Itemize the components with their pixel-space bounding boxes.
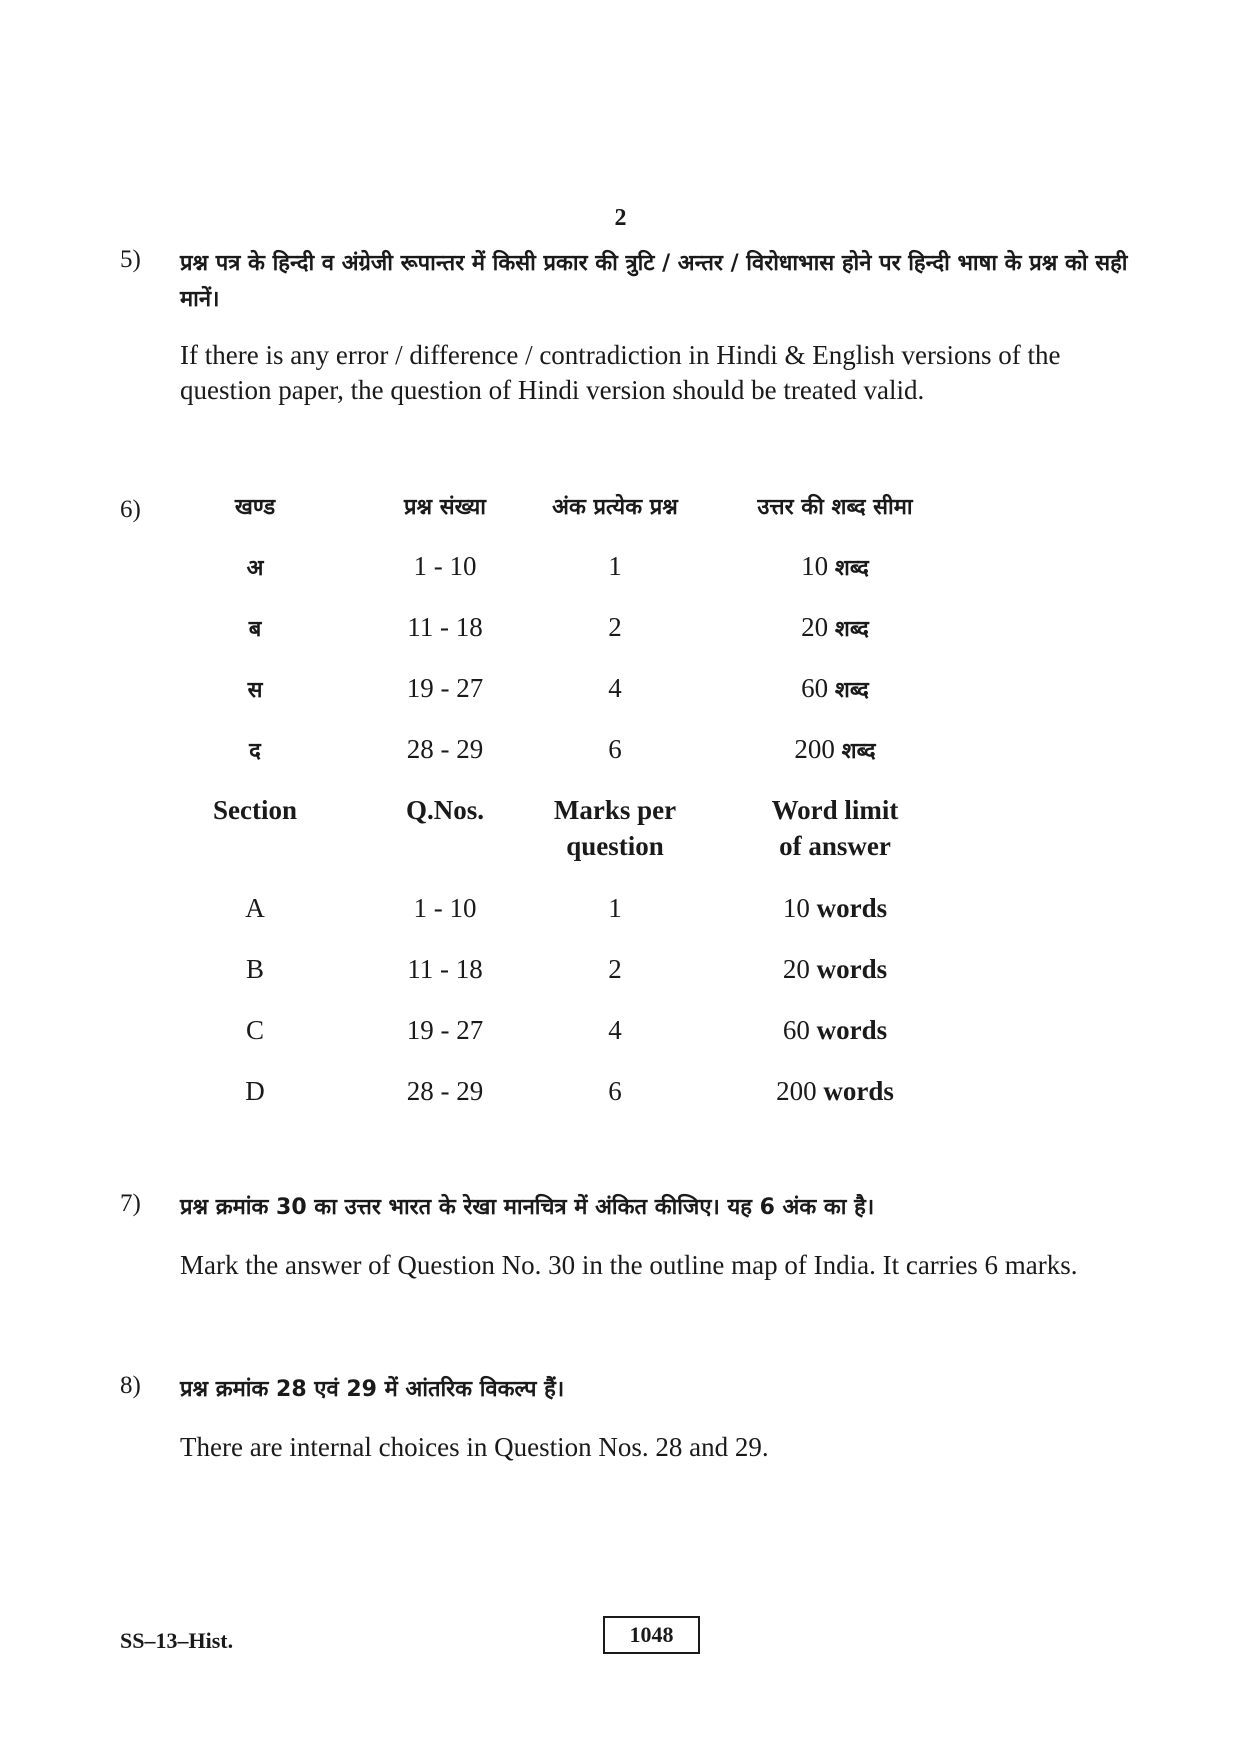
english-row-marks: [510, 951, 720, 987]
qnos-value: 28 - 29: [406, 1076, 484, 1106]
limit-unit: words: [816, 1015, 888, 1045]
english-row-section: [180, 890, 330, 926]
section-label: अ: [246, 556, 264, 581]
section-label: ब: [248, 617, 262, 642]
english-row-section: [180, 1073, 330, 1109]
limit-unit: words: [816, 893, 888, 923]
hindi-row-section: [180, 670, 330, 709]
hindi-row-section: [180, 609, 330, 648]
limit-number: 10: [801, 551, 829, 581]
limit-number: 20: [801, 612, 829, 642]
header-label: खण्ड: [234, 495, 276, 520]
limit-number: 200: [776, 1076, 817, 1106]
english-row-limit: [710, 890, 960, 926]
english-text: There are internal choices in Question Nos. 28 and 29.: [180, 1432, 769, 1462]
limit-number: 10: [782, 893, 810, 923]
qnos-value: 28 - 29: [406, 734, 484, 764]
qnos-value: 19 - 27: [406, 1015, 484, 1045]
header-label: Section: [213, 795, 297, 825]
hindi-text: प्रश्न पत्र के हिन्दी व अंग्रेजी रूपान्तर में किसी प्रकार की त्रुटि / अन्तर / विरोधाभास होने पर हिन्दी भाषा के प्रश्न को सही मानें।: [180, 251, 1128, 312]
item-number: 6): [120, 496, 141, 523]
item-number: 7): [120, 1190, 141, 1217]
limit-unit: शब्द: [841, 739, 876, 764]
section-label: B: [245, 954, 264, 984]
limit-unit: words: [816, 954, 888, 984]
english-text: Mark the answer of Question No. 30 in the outline map of India. It carries 6 marks.: [180, 1250, 1078, 1280]
english-header-marks: [510, 792, 720, 864]
hindi-text: प्रश्न क्रमांक 28 एवं 29 में आंतरिक विकल्प हैं।: [180, 1377, 565, 1402]
page-code-box: 1048: [603, 1616, 700, 1654]
limit-unit: words: [823, 1076, 894, 1106]
section-label: A: [245, 893, 265, 923]
hindi-row-marks: [510, 731, 720, 767]
english-row-limit: [710, 1012, 960, 1048]
english-row-marks: [510, 890, 720, 926]
marks-value: 2: [608, 954, 622, 984]
qnos-value: 1 - 10: [413, 893, 477, 923]
english-row-limit: [710, 1073, 960, 1109]
hindi-row-marks: [510, 548, 720, 584]
qnos-value: 1 - 10: [413, 551, 477, 581]
paper-code: SS–13–Hist.: [120, 1628, 234, 1653]
section-label: C: [245, 1015, 264, 1045]
qnos-value: 11 - 18: [407, 612, 483, 642]
header-label: of answer: [779, 831, 891, 861]
english-header-limit: [710, 792, 960, 864]
limit-unit: शब्द: [834, 617, 869, 642]
marks-value: 4: [608, 673, 622, 703]
english-row-limit: [710, 951, 960, 987]
hindi-row-limit: [710, 731, 960, 770]
qnos-value: 11 - 18: [407, 954, 483, 984]
header-label: अंक प्रत्येक प्रश्न: [552, 495, 678, 520]
marks-value: 1: [608, 893, 622, 923]
hindi-header-limit: [710, 490, 960, 526]
section-label: स: [247, 678, 263, 703]
hindi-row-limit: [710, 609, 960, 648]
english-text: If there is any error / difference / contradiction in Hindi & English versions of the question paper, the question of Hindi version should be treated valid.: [180, 340, 1061, 405]
limit-number: 20: [782, 954, 810, 984]
marks-value: 6: [608, 734, 622, 764]
english-row-marks: [510, 1073, 720, 1109]
header-label: Marks per: [553, 795, 677, 825]
hindi-row-limit: [710, 548, 960, 587]
limit-number: 60: [801, 673, 829, 703]
marks-value: 6: [608, 1076, 622, 1106]
hindi-row-section: [180, 548, 330, 587]
english-row-section: [180, 951, 330, 987]
hindi-header-marks: [510, 490, 720, 526]
hindi-row-section: [180, 731, 330, 770]
header-label: Q.Nos.: [405, 795, 484, 825]
hindi-text: प्रश्न क्रमांक 30 का उत्तर भारत के रेखा मानचित्र में अंकित कीजिए। यह 6 अंक का है।: [180, 1195, 875, 1220]
item-number: 5): [120, 246, 141, 273]
hindi-row-limit: [710, 670, 960, 709]
header-label: उत्तर की शब्द सीमा: [757, 495, 913, 520]
limit-unit: शब्द: [834, 556, 869, 581]
qnos-value: 19 - 27: [406, 673, 484, 703]
marks-value: 4: [608, 1015, 622, 1045]
hindi-header-section: [180, 490, 330, 526]
section-label: द: [249, 739, 261, 764]
limit-unit: शब्द: [834, 678, 869, 703]
item-number: 8): [120, 1372, 141, 1399]
page-number: 2: [614, 205, 627, 231]
hindi-row-marks: [510, 670, 720, 706]
section-label: D: [245, 1076, 265, 1106]
marks-value: 1: [608, 551, 622, 581]
limit-number: 60: [782, 1015, 810, 1045]
limit-number: 200: [794, 734, 835, 764]
hindi-row-marks: [510, 609, 720, 645]
header-label: प्रश्न संख्या: [404, 495, 486, 520]
marks-value: 2: [608, 612, 622, 642]
english-row-marks: [510, 1012, 720, 1048]
english-header-section: [180, 792, 330, 828]
english-row-section: [180, 1012, 330, 1048]
header-label: question: [566, 831, 664, 861]
header-label: Word limit: [771, 795, 899, 825]
